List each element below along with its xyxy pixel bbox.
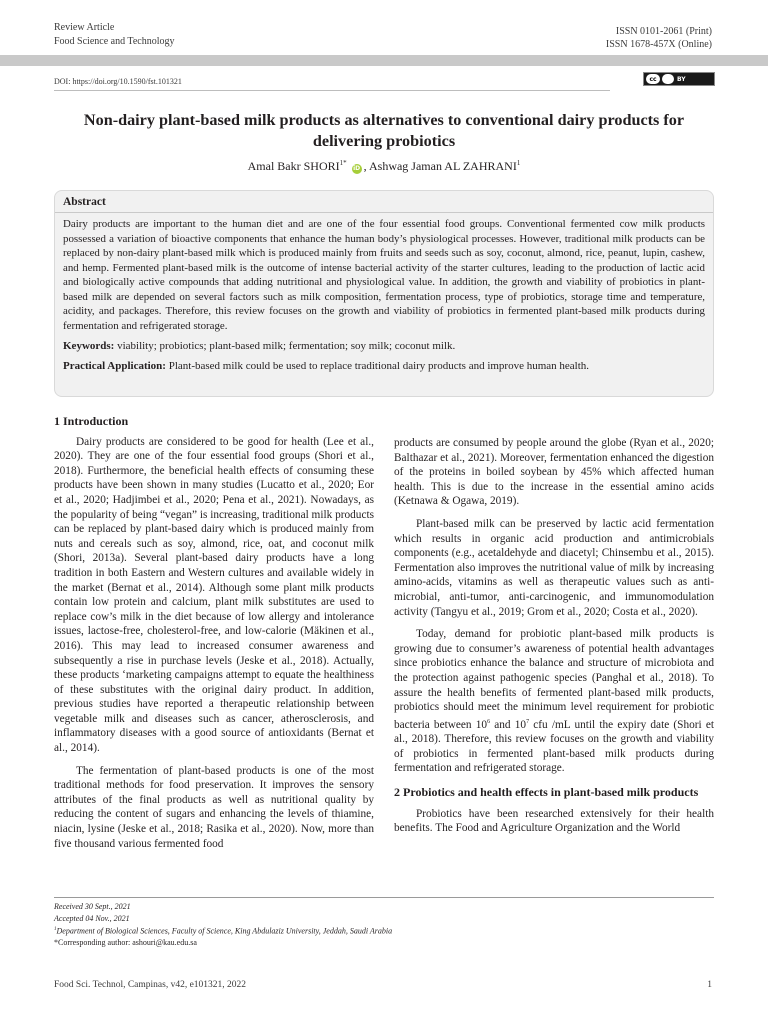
superscript: 7: [526, 718, 530, 725]
paragraph: Plant-based milk can be preserved by lactic acid fermentation which results in organic acid production and antimicrobials components (e.g., acetaldehyde and diacetyl; Chinsembu et al., 2015). Fermentation also improves the nutritional value of milk by increasing amino-acids, vitamins as well as therapeutic values such as anti-microbial, anti-tumor, anti-carcinogenic, and immunomodulation activity (Tangyu et al., 2019; Grom et al., 2020; Costa et al., 2020).: [394, 517, 714, 618]
paragraph: The fermentation of plant-based products is one of the most traditional methods for food preservation. It improves the sensory attributes of the final products as well as nutritional quality by reducing the content of sugars and enhancing the levels of thiamine, niacin, lysine (Jeske et al., 2018; Rasika et al., 2020). Now, more than five thousand various fermented food: [54, 764, 374, 850]
issn-block: [606, 25, 712, 51]
doi-link[interactable]: DOI: https://doi.org/10.1590/fst.101321: [54, 77, 182, 86]
orcid-icon[interactable]: iD: [353, 165, 361, 172]
issn-online: ISSN 1678-457X (Online): [605, 39, 712, 50]
footnote-divider: [54, 897, 714, 898]
doi-divider: [54, 90, 610, 91]
by-label: BY: [677, 75, 686, 83]
citation-footer: Food Sci. Technol, Campinas, v42, e101321, 2022: [54, 980, 247, 990]
person-icon: [662, 74, 674, 84]
received-date: Received 30 Sept., 2021: [54, 902, 131, 911]
keywords-text: viability; probiotics; plant-based milk; fermentation; soy milk; coconut milk.: [114, 340, 456, 352]
author-1: Amal Bakr SHORI: [247, 159, 340, 173]
keywords: [63, 339, 705, 353]
text-run: and 10: [490, 718, 527, 731]
paragraph: Dairy products are considered to be good for health (Lee et al., 2020). They are one of the four essential food groups (Shori et al., 2018). Furthermore, the beneficial health effects of consuming these products have been shown in many studies (Lucatto et al., 2020; Eor et al., 2020; Hadjimbei et al., 2020; Pena et al., 2021). Nowadays, as the popularity of being “vegan” is increasing, traditional milk products can be replaced by plant-based dairy which is produced mainly from nuts and cereals such as soy, almond, rice, oat, and coconut milk (Shori, 2013a). Several plant-based dairy products have a long tradition in both Eastern and Western cultures and available widely in the market (Bernat et al., 2014). Although some plant milk products contain low protein and calcium, plant milk substitutes are used to replace cow’s milk in the diet because of low allergy and intolerance issues, lactose-free, cholesterol-free, and low-calorie (Mäkinen et al., 2016). This may lead to increased consumer awareness and subsequently a rise in purchase levels (Jeske et al., 2018). Actually, these products ‘marketing campaigns attempt to equate the healthiness of these substitutes with the original dairy product. In addition, previous studies have reported a therapeutic relationship between vegetable milk and diseases such as cancer, atherosclerosis, and inflammatory diseases with a good source of antioxidants (Bernat et al., 2014).: [54, 435, 374, 755]
practical-application: [63, 359, 705, 373]
affiliation: [54, 924, 392, 937]
paper-title: Non-dairy plant-based milk products as alternatives to conventional dairy products for delivering probiotics: [83, 111, 685, 150]
right-column: [394, 436, 714, 844]
abstract-text: Dairy products are important to the human diet and are one of the four essential food groups. Conventional fermented cow milk products possessed a variation of bioactive components that enhance the human body’s physiological processes. However, traditional milk products can be replaced by non-dairy plant-based milk which is produced mainly from fruits and seeds such as soy, coconut, almond, rice, peanut, lupin, cashew, and hemp. Fermented plant-based milk is the outcome of intense bacterial activity of the starter cultures, leading to the production of lactic acid and biologically active compounds that adding nutritional and physiological value. In addition, the growth and viability of probiotics in plant-based milk are depended on several factors such as milk composition, fermentation process, type of probiotics, storage time and temperature, acidity, and packages. Therefore, this review focuses on the growth and viability of probiotics in fermented plant-based milk products during fermentation and refrigerated storage.: [63, 218, 705, 332]
paragraph: products are consumed by people around the globe (Ryan et al., 2020; Balthazar et al., 2021). Moreover, fermentation enhanced the digestion of the proteins in boiled soybean by 45% which affected human health. This is due to the increase in the essential amino acids (Ketnawa & Ogawa, 2019).: [394, 437, 714, 508]
section-2-heading: 2 Probiotics and health effects in plant-based milk products: [394, 784, 699, 799]
affiliation-sup: 1: [54, 927, 57, 932]
issn-print: ISSN 0101-2061 (Print): [615, 26, 712, 37]
author-2: , Ashwag Jaman AL ZAHRANI: [363, 159, 517, 173]
left-column: [54, 414, 374, 859]
header-band: [0, 55, 768, 66]
superscript: 6: [487, 718, 491, 725]
cc-icon: cc: [646, 74, 660, 84]
page-number: 1: [707, 980, 712, 990]
journal-name: Food Science and Technology: [54, 36, 175, 47]
footnotes: [54, 901, 392, 949]
article-type: Review Article: [54, 22, 115, 33]
practical-text: Plant-based milk could be used to replace traditional dairy products and improve human health.: [165, 360, 590, 372]
corresponding-author[interactable]: *Corresponding author: ashouri@kau.edu.sa: [54, 938, 197, 948]
cc-by-license-badge[interactable]: [643, 72, 715, 86]
affiliation-text: Department of Biological Sciences, Faculty of Science, King Abdulaziz University, Jeddah, Saudi Arabia: [56, 926, 393, 936]
paragraph: [394, 627, 714, 776]
author-1-sup: 1*: [339, 159, 347, 167]
abstract-divider: [55, 212, 713, 213]
text-run: Today, demand for probiotic plant-based milk products is growing due to consumer’s awareness of potential health advantages since probiotics enhance the balance and structure of microbiota and the protection against pathogenic species (Panghal et al., 2018). To assure the health benefits of fermented plant-based milk products, probiotics should meet the minimum level requirement for probiotic bacteria between 10: [394, 628, 714, 731]
keywords-label: Keywords:: [63, 340, 115, 352]
abstract-heading: Abstract: [63, 196, 106, 208]
author-line: [0, 159, 768, 174]
practical-label: Practical Application:: [63, 360, 166, 372]
journal-header: [54, 21, 174, 49]
abstract-box: [54, 190, 714, 397]
author-2-sup: 1: [516, 159, 521, 167]
text-run: cfu /mL until the expiry date (Shori et al., 2018). Therefore, this review focuses on the growth and viability of probiotics in fermented plant-based milk products during fermentation and refrigerated storage.: [394, 718, 714, 775]
paragraph: Probiotics have been researched extensively for their health benefits. The Food and Agriculture Organization and the World: [394, 807, 714, 835]
section-1-heading: 1 Introduction: [54, 414, 129, 428]
accepted-date: Accepted 04 Nov., 2021: [54, 913, 130, 923]
